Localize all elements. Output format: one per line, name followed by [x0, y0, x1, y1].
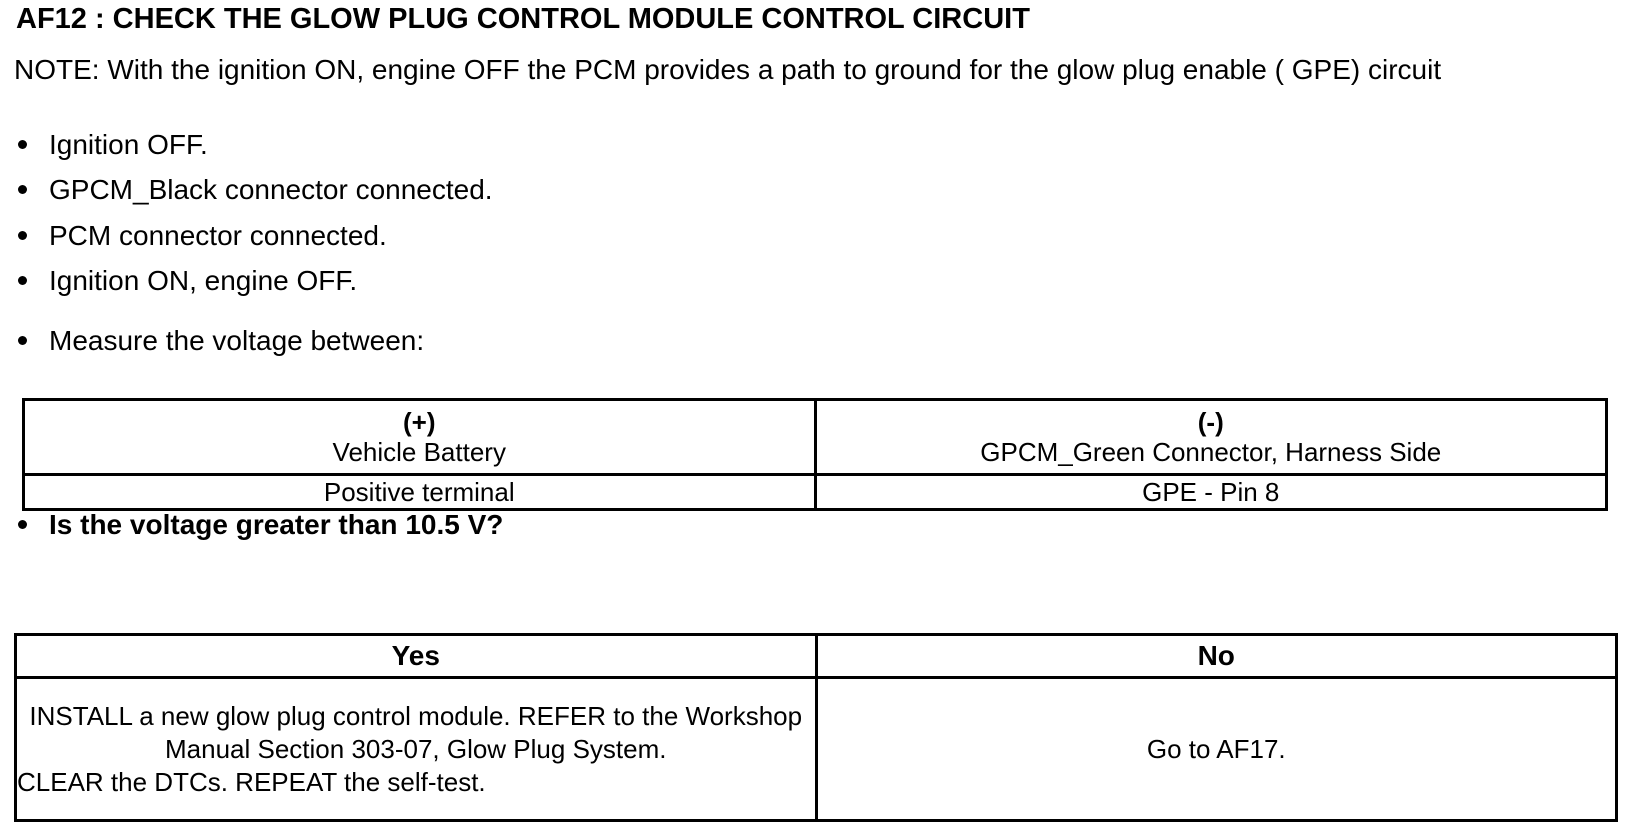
step-item	[18, 264, 357, 298]
result-table	[14, 633, 1618, 822]
measure-label: Measure the voltage between:	[49, 325, 425, 356]
step-text: Ignition OFF.	[49, 129, 208, 160]
page-title: AF12 : CHECK THE GLOW PLUG CONTROL MODULE CONTROL CIRCUIT	[16, 3, 1030, 35]
positive-header-cell	[24, 400, 816, 475]
measure-table-row	[24, 475, 1607, 510]
positive-value: Positive terminal	[24, 475, 816, 510]
negative-symbol: (-)	[1197, 407, 1224, 437]
note-text: NOTE: With the ignition ON, engine OFF the PCM provides a path to ground for the glow plug enable ( GPE) circuit	[14, 54, 1442, 85]
step-item	[18, 219, 387, 253]
bullet-icon	[18, 140, 27, 149]
step-text: PCM connector connected.	[49, 220, 387, 251]
step-text: GPCM_Black connector connected.	[49, 174, 493, 205]
positive-header: Vehicle Battery	[332, 437, 506, 467]
bullet-icon	[18, 520, 27, 529]
bullet-icon	[18, 231, 27, 240]
bullet-icon	[18, 276, 27, 285]
yes-header: Yes	[16, 635, 817, 678]
yes-text-2: CLEAR the DTCs. REPEAT the self-test.	[17, 766, 486, 797]
positive-symbol: (+)	[403, 407, 436, 437]
negative-value: GPE - Pin 8	[815, 475, 1607, 510]
bullet-icon	[18, 336, 27, 345]
result-table-header-row	[16, 635, 1617, 678]
step-item	[18, 173, 493, 207]
measure-table-header-row	[24, 400, 1607, 475]
question-item	[18, 508, 503, 542]
negative-header: GPCM_Green Connector, Harness Side	[980, 437, 1442, 467]
step-text: Ignition ON, engine OFF.	[49, 265, 358, 296]
measure-table	[22, 398, 1608, 511]
negative-header-cell	[815, 400, 1607, 475]
yes-text: INSTALL a new glow plug control module. REFER to the Workshop Manual Section 303-07, Glow Plug System.	[29, 700, 803, 764]
step-item	[18, 128, 208, 162]
yes-cell	[16, 678, 817, 821]
result-table-row	[16, 678, 1617, 821]
no-text: Go to AF17.	[816, 678, 1617, 821]
no-header: No	[816, 635, 1617, 678]
question-text: Is the voltage greater than 10.5 V?	[49, 509, 504, 540]
bullet-icon	[18, 185, 27, 194]
measure-item	[18, 324, 424, 358]
